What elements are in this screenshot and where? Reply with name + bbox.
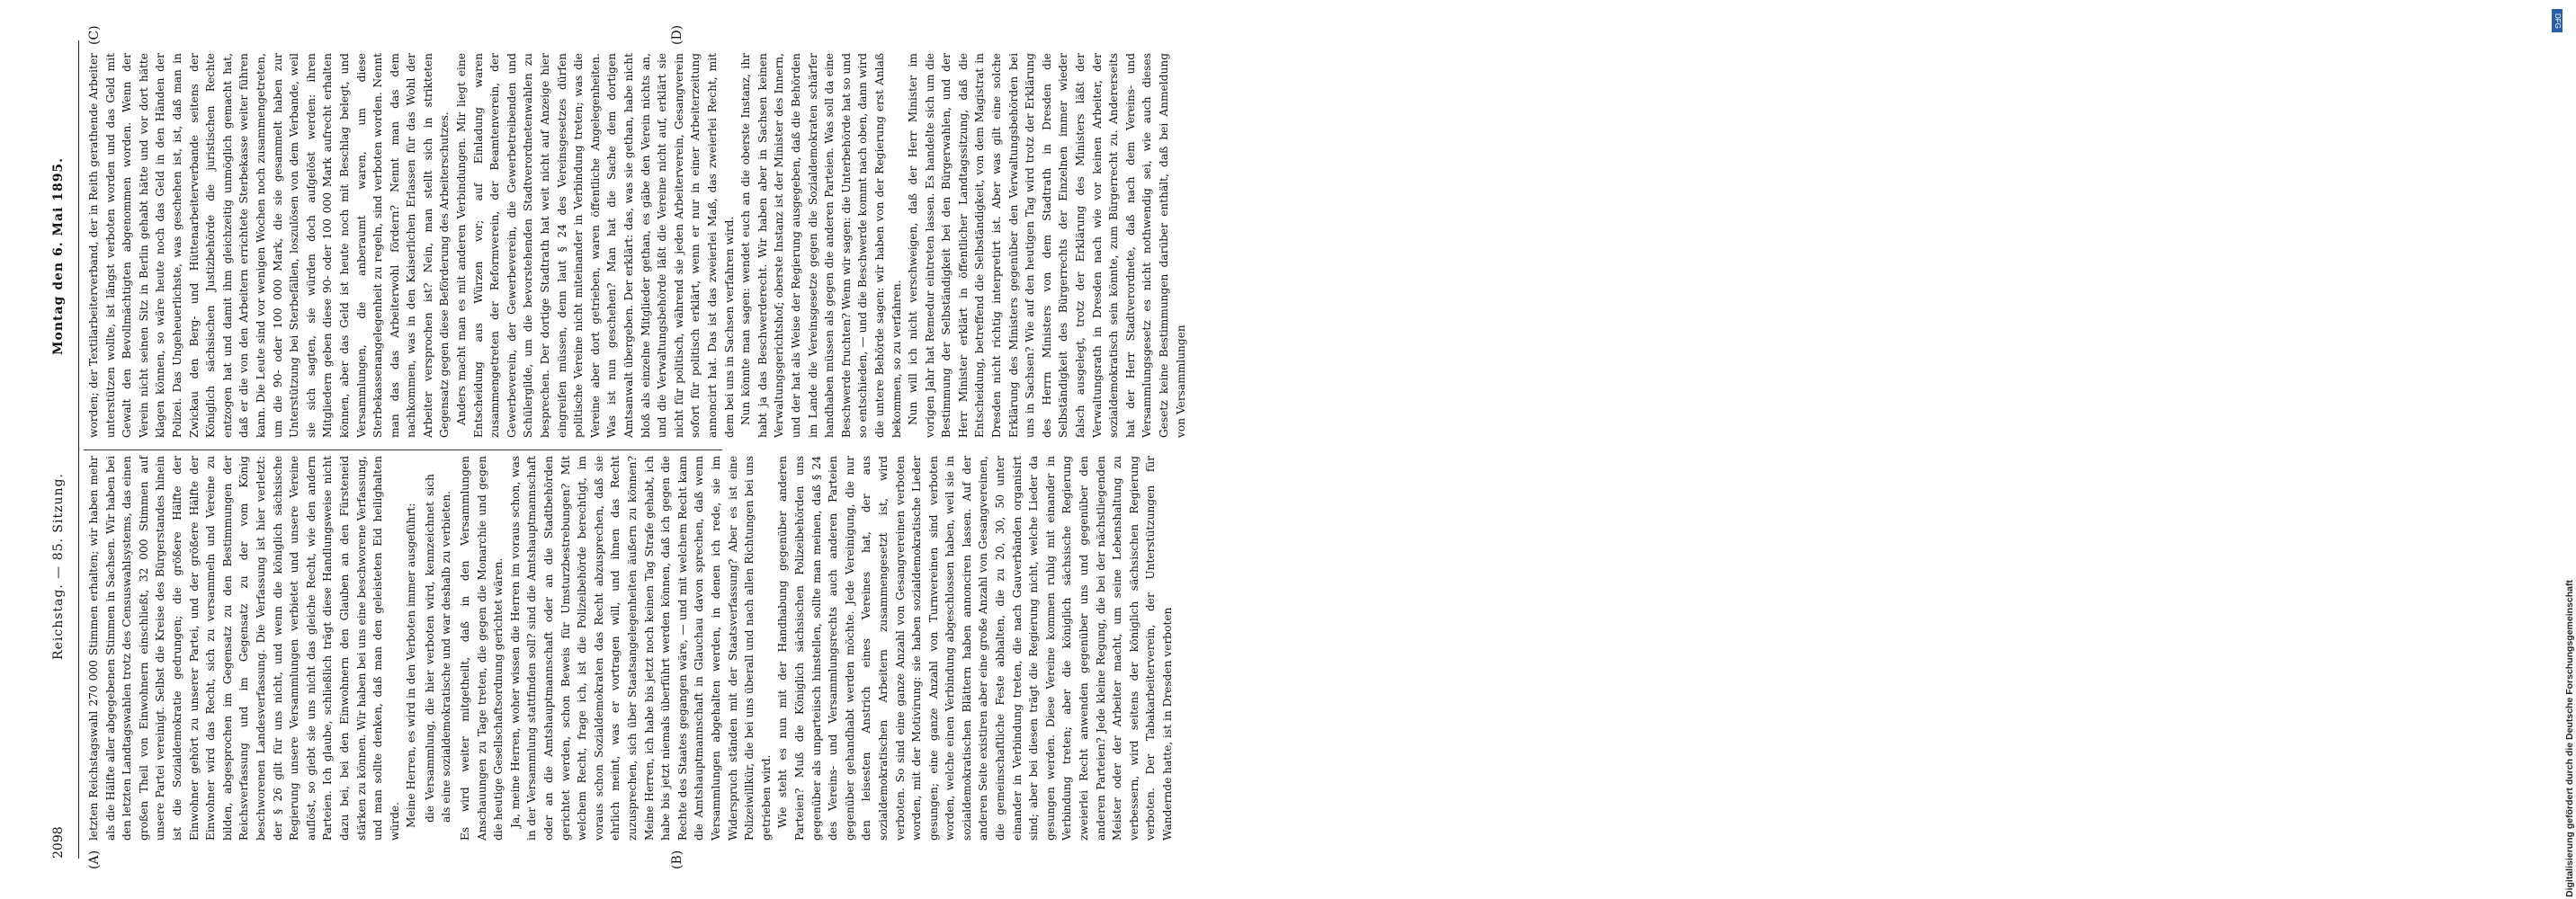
page-header xyxy=(42,40,79,859)
paragraph: Nun könnte man sagen: wendet euch an die oberste Instanz, ihr habt ja das Beschwerderecht. Wir haben aber in Sachsen keinen Verwaltungsgerichtshof; oberste Instanz ist der Minister des Innern, und der hat als Weise der Regierung ausgegeben, daß die Behörden im Lande die Vereinsgesetze gegen die Sozialdemokraten schärfer handhaben müssen als gegen die anderen Parteien. Was soll da eine Beschwerde fruchten? Wenn wir sagen: die Unterbehörde hat so und so entschieden, — und die Beschwerde kommt nach oben, dann wird die untere Behörde sagen: wir haben von der Regierung erst Anlaß bekommen, so zu verfahren. xyxy=(739,52,903,438)
paragraph: letzten Reichstagswahl 270 000 Stimmen erhalten; wir haben mehr als die Hälfte aller abgegebenen Stimmen in Sachsen. Wir haben bei den letzten Landtagswahlen trotz des Censuswahlsystems, das einen großen Theil von Einwohnern einschließt, 32 000 Stimmen auf unsere Partei vereinigt. Selbst die Kreise des Bürgerstandes hinein ist die Sozialdemokratie gedrungen; die größere Hälfte der Einwohner gehört zu unserer Partei, und der größere Hälfte der Einwohner wird das Recht, sich zu versammeln und Vereine zu bilden, abgesprochen im Gegensatz zu den Bestimmungen der Reichsverfassung und im Gegensatz zu der vom König beschworenen Landesverfassung. Die Verfassung ist hier verletzt: der § 26 gilt für uns nicht, und wenn die königlich sächsische Regierung unsere Versammlungen verbietet und unsere Vereine auflöst, so giebt sie uns nicht das gleiche Recht, wie den andern Parteien. Ich glaube, schließlich trägt diese Handlungsweise nicht dazu bei, bei den Einwohnern den Glauben an den Fürsteneid stärken zu können. Wir haben bei uns eine beschworene Verfassung, und man sollte denken, daß man den geleisteten Eid heilighalten würde. xyxy=(87,456,401,841)
paragraph: Nun will ich nicht verschweigen, daß der Herr Minister im vorigen Jahr hat Remedur eintreten lassen. Es handelte sich um die Bestimmung der Selbständigkeit bei den Bürgerwahlen, und der Herr Minister erklärt in öffentlicher Landtagssitzung, daß die Entscheidung, betreffend die Selbständigkeit, von dem Magistrat in Dresden nicht richtig interpretirt ist. Aber was gilt eine solche Erklärung des Ministers gegenüber den Verwaltungsbehörden bei uns in Sachsen? Wie auf den heutigen Tag wird trotz der Erklärung des Herrn Ministers von dem Stadtrath in Dresden die Selbständigkeit des Bürgerrechts der Einzelnen immer wieder falsch ausgelegt, trotz der Erklärung des Ministers läßt der Verwaltungsrath in Dresden nach wie vor keinen Arbeiter, der sozialdemokratisch sein könnte, zum Bürgerrecht zu. Andererseits hat der Herr Stadtverordnete, daß nach dem Vereins- und Versammlungsgesetz es nicht nothwendig sei, wie auch dieses Gesetz keine Bestimmungen darüber enthält, daß bei Anmeldung von Versammlungen xyxy=(907,53,1187,438)
dfg-sidebar xyxy=(1275,0,2575,899)
margin-mark-d: (D) xyxy=(670,24,684,45)
right-column xyxy=(85,52,1187,438)
digitization-note: Digitalisierung gefördert durch die Deutsche Forschungsgemeinschaft xyxy=(2564,580,2575,897)
margin-mark-b: (B) xyxy=(670,850,684,869)
paragraph: die Versammlung, die hier verboten wird, kennzeichnet sich als eine sozialdemokratische und war deshalb zu verbieten. xyxy=(423,474,453,823)
rotated-document-page xyxy=(40,22,1282,877)
paragraph: Anders macht man es mit anderen Verbindungen. Mir liegt eine Entscheidung aus Würzen vor; auf Einladung waren zusammengetreten der Reformverein, der Beamtenverein, der Gewerbeverein, der Gewerbeverein, die Gewerbetreibenden und Schülergilde, um die bevorstehenden Stadtverordnetenwahlen zu besprechen. Der dortige Stadtrath hat weit nicht auf Anzeige hier eingreifen müssen, denn laut § 24 des Vereinsgesetzes dürfen politische Vereine nicht miteinander in Verbindung treten; was die Vereine aber dort getrieben, waren öffentliche Angelegenheiten. Was ist nun geschehen? Man hat die Sache dem dortigen Amtsanwalt übergeben. Der erklärt: das, was sie gethan, habe nicht bloß als einzelne Mitglieder gethan, es gäbe den Verein nichts an, und die Verwaltungsbehörde läßt die Vereine nicht auf, erklärt sie nicht für politisch, während sie jeden Arbeiterverein, Gesangverein sofort für politisch erklärt, wenn er nur in einer Arbeiterzeitung annoncirt hat. Das ist das zweierlei Maß, das zweierlei Recht, mit dem bei uns in Sachsen verfahren wird. xyxy=(455,53,736,438)
page-number: 2098 xyxy=(51,826,66,859)
paragraph: Wie steht es nun mit der Handhabung gegenüber anderen Parteien? Muß die Königlich sächsischen Polizeibehörden uns gegenüber als unparteiisch hinstellen, sollte man meinen, daß § 24 des Vereins- und Versammlungsrechts auch anderen Parteien gegenüber gehandhabt werden möchte. Jede Vereinigung, die nur den leisesten Anstrich eines Vereines hat, der aus sozialdemokratischen Arbeitern zusammengesetzt ist, wird verboten. So sind eine ganze Anzahl von Gesangvereinen verboten worden, mit der Motivirung: sie haben sozialdemokratische Lieder gesungen; eine ganze Anzahl von Turnvereinen sind verboten worden, welche einen Verbindung abgeschlossen haben, weil sie in sozialdemokratischen Blättern haben annonciren lassen. Auf der anderen Seite existiren aber eine große Anzahl von Gesangvereinen, die gemeinschaftliche Feste abhalten, die zu 20, 30, 50 unter einander in Verbindung treten, die nach Gauverbänden organisirt sind; aber bei diesen trägt die Regierung nicht, welche Lieder da gesungen werden. Diese Vereine kommen ruhig mit einander in Verbindung treten; aber die königlich sächsische Regierung zweierlei Recht anwenden gegenüber uns und gegenüber den anderen Parteien? Jede kleine Regung, die bei der nächstliegenden Meister oder der Arbeiter macht, um seine Lebenshaltung zu verbessern, wird seitens der königlich sächsischen Regierung verboten. Der Tabakarbeiterverein, der Unterstützungen für Wandernde hatte, ist in Dresden verboten xyxy=(776,456,1174,841)
session-title: Reichstag. — 85. Sitzung. xyxy=(51,473,66,660)
paragraph: Ja, meine Herren, woher wissen die Herren im voraus schon, was in der Versammlung stattfinden soll? sind die Amtshauptmannschaft oder an die Amtshauptmannschaft oder an die Stadtbehörden gerichtet werden, schon Beweis für Umsturzbestrebungen? Mit welchem Recht, frage ich, ist die Polizeibehörde berechtigt, im voraus schon Sozialdemokraten das Recht abzusprechen, daß sie ehrlich meint, was er vortragen will, und ihnen das Recht zuzusprechen, sich über Staatsangelegenheiten äußern zu können? Meine Herren, ich habe bis jetzt noch keinen Tag Strafe gehabt, ich habe bis jetzt niemals überführt werden können, daß ich gegen die Rechte des Staates gegangen wäre, — und mit welchem Recht kann die Amtshauptmannschaft in Glauchau davon sprechen, daß wenn Versammlungen abgehalten werden, in denen ich rede, sie im Widerspruch ständen mit der Staatsverfassung? Aber es ist eine Polizeiwillkür, die bei uns überall und nach allen Richtungen bei uns getrieben wird. xyxy=(508,456,773,841)
margin-mark-a: (A) xyxy=(87,850,102,869)
dfg-logo: DFG xyxy=(2552,9,2563,32)
margin-mark-c: (C) xyxy=(87,25,102,45)
paragraph: worden; der Textilarbeiterverband, der in Reith gerathende Arbeiter unterstützen wollte, ist längst verboten worden und das Geld mit Gewalt den Bevollmächtigten abgenommen worden. Wenn der Verein nicht seinen Sitz in Berlin gehabt hätte und vor dort hätte klagen können, so wäre heute noch das Geld in den Händen der Polizei. Das Ungeheuerlichste, was geschehen ist, ist, daß man in Zwickau den Berg- und Hüttenarbeiterverbande seitens der Königlich sächsischen Justizbehörde die juristischen Rechte entzogen hat und damit ihm gleichzeitig unmöglich gemacht hat, daß er die von den Arbeitern errichtete Sterbekasse weiter führen kann. Die Leute sind vor wenigen Wochen noch zusammengetreten, um die 90- oder 100 000 Mark, die sie gesammelt haben zur Unterstützung bei Sterbefällen, loszulösen von dem Verbande, weil sie sich sagten, sie würden doch aufgelöst werden: ihren Mitgliedern geben diese 90- oder 100 000 Mark aufrecht erhalten können, aber das Geld ist heute noch mit Beschlag belegt, und Versammlungen, die anberaumt waren, um diese Sterbekassenangelegenheit zu regeln, sind verboten worden. Nennt man das das Arbeiterwohl fördern? Nennt man das dem nachkommen, was in den Kaiserlichen Erlassen für das Wohl der Arbeiter versprochen ist? Nein, man stellt sich in strikteten Gegensatz gegen diese Beförderung des Arbeiterschutzes. xyxy=(87,53,452,438)
session-date: Montag den 6. Mai 1895. xyxy=(51,156,66,355)
paragraph: Es wird weiter mitgetheilt, daß in den Versammlungen Anschauungen zu Tage treten, die gegen die Monarchie und gegen die heutige Gesellschaftsordnung gerichtet wären. xyxy=(459,456,505,841)
paragraph: Meine Herren, es wird in den Verboten immer ausgeführt: xyxy=(405,503,418,828)
left-column xyxy=(85,456,1174,841)
